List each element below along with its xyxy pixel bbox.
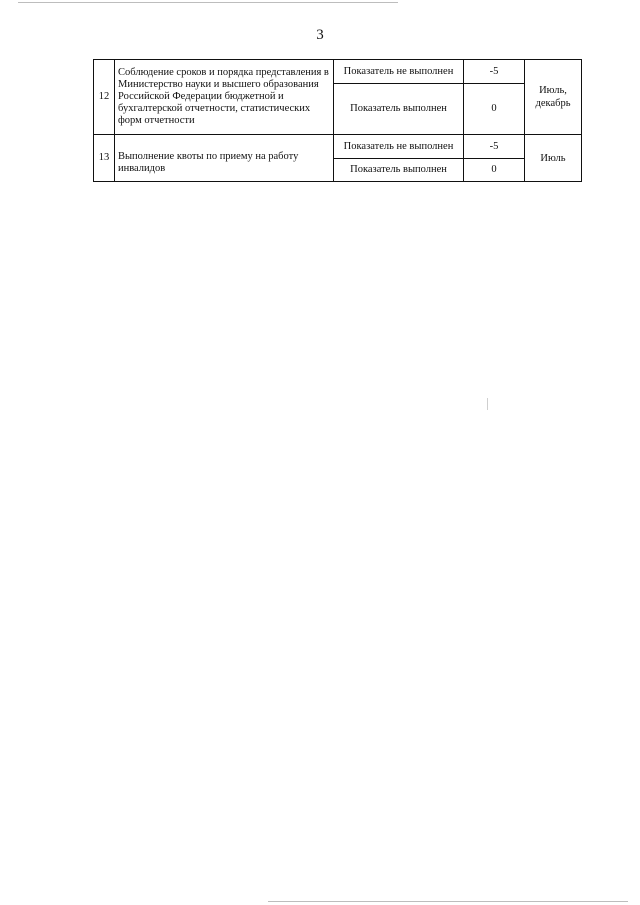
criterion-description: Выполнение квоты по приему на работу инвалидов	[115, 135, 334, 182]
outcome-score: 0	[464, 159, 525, 182]
row-number: 12	[94, 60, 115, 135]
scan-edge-bottom	[268, 901, 628, 902]
row-number: 13	[94, 135, 115, 182]
criterion-description: Соблюдение сроков и порядка представления в Министерство науки и высшего образования Российской Федерации бюджетной и бухгалтерской отчетности, статистических форм отчетности	[115, 60, 334, 135]
table-row-13-part-1	[94, 135, 582, 159]
outcome-status: Показатель выполнен	[334, 159, 464, 182]
outcome-status: Показатель не выполнен	[334, 60, 464, 84]
outcome-status: Показатель выполнен	[334, 84, 464, 135]
outcome-score: -5	[464, 60, 525, 84]
outcome-score: -5	[464, 135, 525, 159]
reporting-period: Июль	[525, 135, 582, 182]
reporting-period: Июль, декабрь	[525, 60, 582, 135]
outcome-status: Показатель не выполнен	[334, 135, 464, 159]
outcome-score: 0	[464, 84, 525, 135]
scan-edge-top	[18, 2, 398, 3]
table-row-12-part-1	[94, 60, 582, 84]
scan-speck	[487, 398, 488, 410]
page-number: 3	[316, 27, 324, 43]
criteria-table	[93, 59, 582, 182]
